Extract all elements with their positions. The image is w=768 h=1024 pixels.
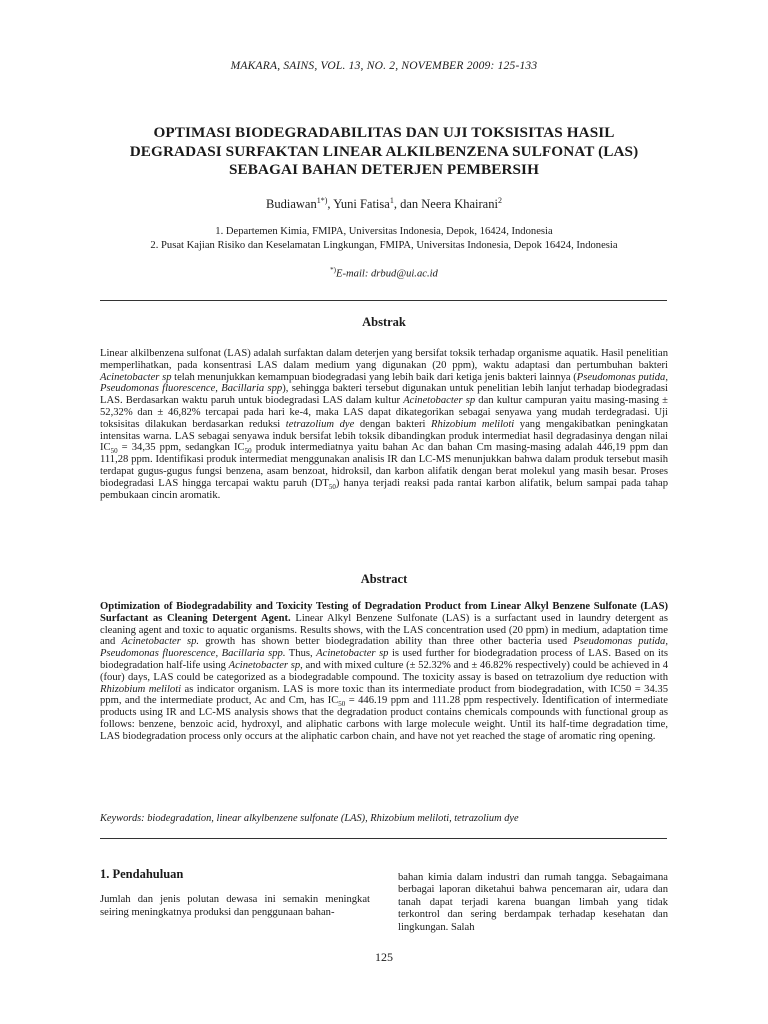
text-run: , (665, 371, 668, 383)
text-run: ) hanya terjadi reaksi pada rantai karbon alifatik, belum sampai pada tahap pembukaan cincin aromatik. (100, 477, 669, 501)
text-run: produk intermediatnya yaitu bahan Ac dan bahan Cm masing-masing adalah 446,19 ppm dan 111,28 ppm. Identifikasi produk intermediat menggunakan analisis IR dan LC-MS menunjukkan bahwa dalam produk tersebut masih terdapat gugus-gugus fungsi benzena, asam benzoat, hidroksil, dan karbon alifatik dengan berat molekul yang masih besar. Proses biodegradasi LAS hingga tercapai waktu paruh (DT (100, 442, 668, 489)
text-run: dan kultur campuran yaitu masing-masing ± 52,32% dan ± 46,82% tercapai pada hari ke-4, maka LAS dapat dikategorikan sebagai senyawa yang mudah terdegradasi. Uji toksisitas dilakukan berdasarkan reduksi (100, 395, 668, 430)
species-name: Pseudomonas fluorescence (100, 383, 216, 395)
text-run: telah menunjukkan kemampuan biodegradasi yang lebih baik dari ketiga jenis bakteri lainnya ( (171, 371, 577, 383)
abstrak-heading: Abstrak (362, 315, 406, 329)
species-name: Bacillaria spp (221, 383, 283, 395)
author-list (0, 196, 768, 212)
text-run: as indicator organism. LAS is more toxic than its intermediate product from biodegradation, with IC50 = 34.35 ppm, and the intermediate product, Ac and Cm, has IC (100, 683, 668, 707)
affiliation-line: 2. Pusat Kajian Risiko dan Keselamatan Lingkungan, FMIPA, Universitas Indonesia, Depok 16424, Indonesia (150, 239, 618, 251)
species-name: Pseudomonas putida, Pseudomonas fluorescence, Bacillaria spp. (100, 636, 669, 660)
author-affil-mark: 1*) (316, 196, 328, 205)
italic-term: tetrazolium dye (285, 418, 355, 430)
species-name: Acinetobacter sp (316, 648, 389, 660)
author-separator: , dan (393, 197, 422, 212)
text-run: , and with mixed culture (± 52.32% and ± 46.82% respectively) could be achieved in 4 (four) days, LAS could be categorized as a biodegradable compound. The toxicity assay is based on tetrazolium dye reduction with (100, 659, 669, 683)
body-paragraph: bahan kimia dalam industri dan rumah tangga. Sebagaimana berbagai laporan diketahui bahwa pencemaran air, udara dan tanah dapat terjadi karena buangan limbah yang tidak terkontrol dan sering berdampak terhadap kesehatan dan lingkungan. Salah (398, 872, 668, 933)
corresponding-email (0, 266, 768, 280)
abstract-heading: Abstract (360, 572, 408, 586)
subscript: 50 (244, 447, 252, 456)
email-text: E-mail: drbud@ui.ac.id (336, 268, 438, 280)
affiliation-line: 1. Departemen Kimia, FMIPA, Universitas Indonesia, Depok, 16424, Indonesia (215, 226, 553, 237)
text-run: ), sehingga bakteri tersebut digunakan untuk penelitian lebih lanjut terhadap biodegradasi LAS. Berdasarkan waktu paruh untuk biodegradasi LAS dalam kultur (100, 383, 668, 407)
text-run: yang mengakibatkan peningkatan intensitas warna. LAS sebagai senyawa induk bersifat lebih toksik dibandingkan produk intermediat hasil degradasinya dengan nilai IC (100, 418, 668, 454)
text-run: dengan bakteri (354, 418, 431, 430)
body-column-left (100, 868, 370, 919)
abstract-paragraph (100, 601, 668, 743)
author-affil-mark: 1 (389, 196, 394, 205)
body-paragraph: Jumlah dan jenis polutan dewasa ini semakin meningkat seiring meningkatnya produksi dan penggunaan bahan- (100, 894, 370, 918)
keywords: Keywords: biodegradation, linear alkylbenzene sulfonate (LAS), Rhizobium meliloti, tetrazolium dye (100, 813, 519, 824)
email-mark: *) (330, 266, 336, 274)
species-name: Rhizobium meliloti (100, 683, 182, 695)
text-run: Thus, (285, 648, 317, 660)
abstrak-paragraph (100, 348, 668, 501)
text-run: , (215, 383, 222, 395)
author-separator: , (327, 197, 334, 212)
text-run: growth has shown better biodegradation ability than three other bacteria used (199, 636, 574, 648)
species-name: Rhizobium meliloti (431, 418, 515, 430)
page-number: 125 (375, 950, 393, 964)
subscript: 50 (328, 482, 336, 491)
species-name: Acinetobacter sp (100, 371, 172, 383)
section-heading: 1. Pendahuluan (100, 867, 184, 881)
subscript: 50 (110, 447, 118, 456)
divider-top (100, 300, 667, 301)
title-line: SEBAGAI BAHAN DETERJEN PEMBERSIH (229, 161, 539, 178)
species-name: Pseudomonas putida (576, 371, 666, 383)
paper-title (90, 124, 678, 180)
text-run: Linear alkilbenzena sulfonat (LAS) adalah surfaktan dalam deterjen yang bersifat toksik terhadap organisme aquatik. Hasil penelitian memperlihatkan, pada konsentrasi LAS dalam medium yang digunakan (20 ppm), waktu adaptasi dan pertumbuhan bakteri (100, 348, 668, 371)
affiliations (0, 225, 768, 252)
english-title: Optimization of Biodegradability and Toxicity Testing of Degradation Product from Linear Alkyl Benzene Sulfonate (LAS) Surfactant as Cleaning Detergent Agent. (100, 601, 668, 624)
abstract-body (100, 601, 668, 743)
abstrak-body (100, 348, 668, 501)
species-name: Acinetobacter sp (228, 659, 301, 671)
author-name: Budiawan (266, 197, 317, 212)
body-column-right (398, 872, 668, 934)
author-affil-mark: 2 (497, 196, 502, 205)
divider-bottom (100, 838, 667, 839)
text-run: is used further for biodegradation process of LAS. Based on its biodegradation half-life using (100, 648, 668, 671)
text-run: Linear Alkyl Benzene Sulfonate (LAS) is a surfactant used in laundry detergent as cleaning agent and toxic to aquatic organisms. Results shows, with the LAS concentration used (20 ppm) in medium, adaptation time and (100, 612, 668, 648)
author-name: Neera Khairani (421, 197, 498, 212)
species-name: Acinetobacter sp (403, 395, 476, 407)
author-name: Yuni Fatisa (333, 197, 390, 212)
species-name: Acinetobacter sp. (121, 636, 200, 648)
title-line: DEGRADASI SURFAKTAN LINEAR ALKILBENZENA SULFONAT (LAS) (129, 142, 639, 160)
title-line: OPTIMASI BIODEGRADABILITAS DAN UJI TOKSISITAS HASIL (153, 124, 615, 141)
journal-header: MAKARA, SAINS, VOL. 13, NO. 2, NOVEMBER 2009: 125-133 (230, 60, 538, 72)
subscript: 50 (338, 700, 346, 709)
text-run: = 34,35 ppm, sedangkan IC (117, 442, 245, 454)
text-run: = 446.19 ppm and 111.28 ppm respectively. Identification of intermediate products using IR and LC-MS analysis shows that the degradation product contains chemicals compounds with functional group as follows: benzene, benzoic acid, hydroxyl, and aliphatic carbons with large molecule weight. Until its half-time degradation time, LAS biodegradation process only occurs at the aliphatic carbon chain, and have not yet reached the stage of aromatic ring opening. (100, 695, 668, 742)
